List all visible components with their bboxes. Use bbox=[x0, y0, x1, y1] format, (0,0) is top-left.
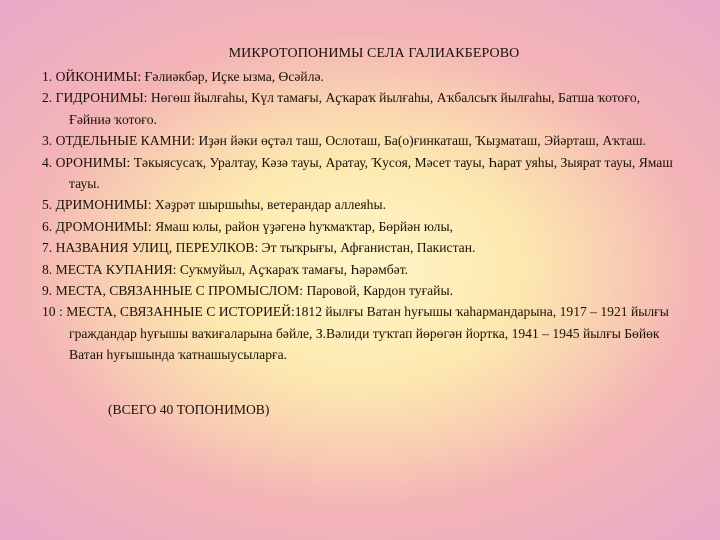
item-number: 3. bbox=[42, 133, 53, 149]
item-text: Эт тыҡрығы, Афғанистан, Пакистан. bbox=[258, 240, 476, 256]
item-number: 4. bbox=[42, 154, 53, 170]
item-heading: МЕСТА, СВЯЗАННЫЕ С ИСТОРИЕЙ: bbox=[66, 304, 295, 320]
list-item bbox=[42, 280, 680, 301]
item-text: Иҙән йәки өҫтәл таш, Ослоташ, Ба(о)ғинкаташ, Ҡыҙматаш, Эйәрташ, Аҡташ. bbox=[195, 133, 646, 149]
list-item bbox=[42, 87, 680, 130]
item-heading: ГИДРОНИМЫ: bbox=[55, 90, 148, 106]
list-item bbox=[42, 301, 680, 365]
list-item bbox=[42, 152, 680, 195]
item-heading: МЕСТА КУПАНИЯ: bbox=[55, 261, 177, 277]
list-item bbox=[42, 130, 680, 151]
item-number: 7. bbox=[42, 240, 53, 256]
item-heading: ОЙКОНИМЫ: bbox=[55, 69, 142, 84]
item-heading: ДРОМОНИМЫ: bbox=[55, 218, 152, 234]
list-item bbox=[42, 66, 680, 87]
item-text: Суҡмуйыл, Аҫҡараҡ тамағы, Һәрәмбәт. bbox=[176, 261, 409, 277]
item-number: 8. bbox=[42, 261, 53, 277]
toponym-list bbox=[42, 66, 680, 366]
total-count: (ВСЕГО 40 ТОПОНИМОВ) bbox=[108, 401, 270, 417]
item-text: Ямаш юлы, район үҙәгенә һуҡмаҡтар, Бөрйән юлы, bbox=[151, 218, 453, 234]
item-text: Нөгөш йылғаһы, Күл тамағы, Аҫҡараҡ йылғаһы, Аҡбалсыҡ йылғаһы, Батша ҡотоғо, Ғәйниә ҡотоғо. bbox=[69, 90, 641, 127]
list-item bbox=[42, 216, 680, 237]
item-number: 10 : bbox=[42, 304, 63, 320]
item-text: Хәҙрәт шыршыһы, ветерандар аллеяһы. bbox=[151, 197, 386, 213]
item-text: Ғәлиәкбәр, Иҫке ызма, Өсәйлә. bbox=[141, 69, 324, 84]
item-number: 2. bbox=[42, 90, 53, 106]
spacer bbox=[42, 366, 680, 400]
item-heading: МЕСТА, СВЯЗАННЫЕ С ПРОМЫСЛОМ: bbox=[55, 283, 304, 299]
item-number: 9. bbox=[42, 283, 53, 299]
item-text: 1812 йылғы Ватан һуғышы ҡаһармандарына, 1917 – 1921 йылғы граждандар һуғышы ваҡиғаларына бәйле, З.Вәлиди туҡтап йөрөгән йортка, 1941 – 1945 йылғы Бөйөк Ватан һуғышында ҡатнашыусыларға. bbox=[69, 304, 669, 363]
list-item bbox=[42, 194, 680, 215]
item-heading: ОТДЕЛЬНЫЕ КАМНИ: bbox=[55, 133, 196, 149]
page-title: МИКРОТОПОНИМЫ СЕЛА ГАЛИАКБЕРОВО bbox=[228, 46, 520, 61]
item-number: 5. bbox=[42, 197, 53, 213]
list-item bbox=[42, 237, 680, 258]
item-text: Паровой, Кардон туғайы. bbox=[303, 283, 453, 299]
item-heading: ДРИМОНИМЫ: bbox=[55, 197, 152, 213]
list-item bbox=[42, 259, 680, 280]
item-number: 6. bbox=[42, 218, 53, 234]
item-heading: НАЗВАНИЯ УЛИЦ, ПЕРЕУЛКОВ: bbox=[55, 240, 259, 256]
item-number: 1. bbox=[42, 69, 53, 84]
item-text: Тәкыясусаҡ, Уралтау, Кәзә тауы, Аратау, Ҡусоя, Мәсет тауы, Һарат уяһы, Зыярат тауы, Ямаш тауы. bbox=[69, 154, 673, 192]
item-heading: ОРОНИМЫ: bbox=[55, 154, 131, 170]
